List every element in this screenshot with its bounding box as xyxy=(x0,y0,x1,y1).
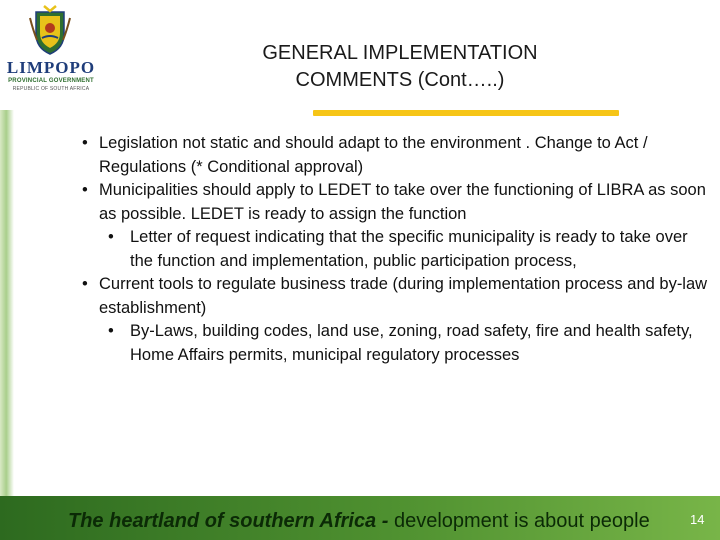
coat-of-arms-icon xyxy=(28,4,72,56)
title-underline xyxy=(313,110,619,116)
tagline-rest: development is about people xyxy=(388,510,650,532)
bullet-item xyxy=(74,179,710,226)
logo-name: LIMPOPO xyxy=(6,58,96,77)
tagline-bold: The heartland of southern Africa - xyxy=(68,510,389,532)
sub-bullet-text: Letter of request indicating that the specific municipality is ready to take over the function and implementation, public participation process, xyxy=(130,228,688,270)
slide-title-line-1: GENERAL IMPLEMENTATION xyxy=(262,42,538,64)
bullet-item xyxy=(74,132,710,179)
sub-bullet-text: By-Laws, building codes, land use, zoning, road safety, fire and health safety, Home Affairs permits, municipal regulatory processes xyxy=(130,322,693,364)
bullet-item xyxy=(74,273,710,320)
logo-subtitle: PROVINCIAL GOVERNMENT xyxy=(8,78,94,84)
bullet-marker: • xyxy=(82,134,88,152)
left-green-stripe xyxy=(0,110,14,510)
bullet-list xyxy=(74,132,710,367)
sub-bullet-item xyxy=(74,320,710,367)
sub-bullet-marker: • xyxy=(108,322,114,340)
logo-subtitle-country: REPUBLIC OF SOUTH AFRICA xyxy=(12,86,90,92)
sub-bullet-item xyxy=(74,226,710,273)
slide-title xyxy=(190,40,610,94)
bullet-marker: • xyxy=(82,181,88,199)
bullet-text: Municipalities should apply to LEDET to take over the functioning of LIBRA as soon as possible. LEDET is ready to assign the function xyxy=(99,181,706,223)
bullet-marker: • xyxy=(82,275,88,293)
bullet-text: Current tools to regulate business trade (during implementation process and by-law establishment) xyxy=(99,275,708,317)
slide-title-line-2: COMMENTS (Cont…..) xyxy=(295,69,505,91)
sub-bullet-marker: • xyxy=(108,228,114,246)
limpopo-logo xyxy=(0,2,100,98)
footer-tagline xyxy=(68,509,688,533)
bullet-text: Legislation not static and should adapt to the environment . Change to Act / Regulations (* Conditional approval) xyxy=(99,134,648,176)
page-number: 14 xyxy=(690,512,705,527)
